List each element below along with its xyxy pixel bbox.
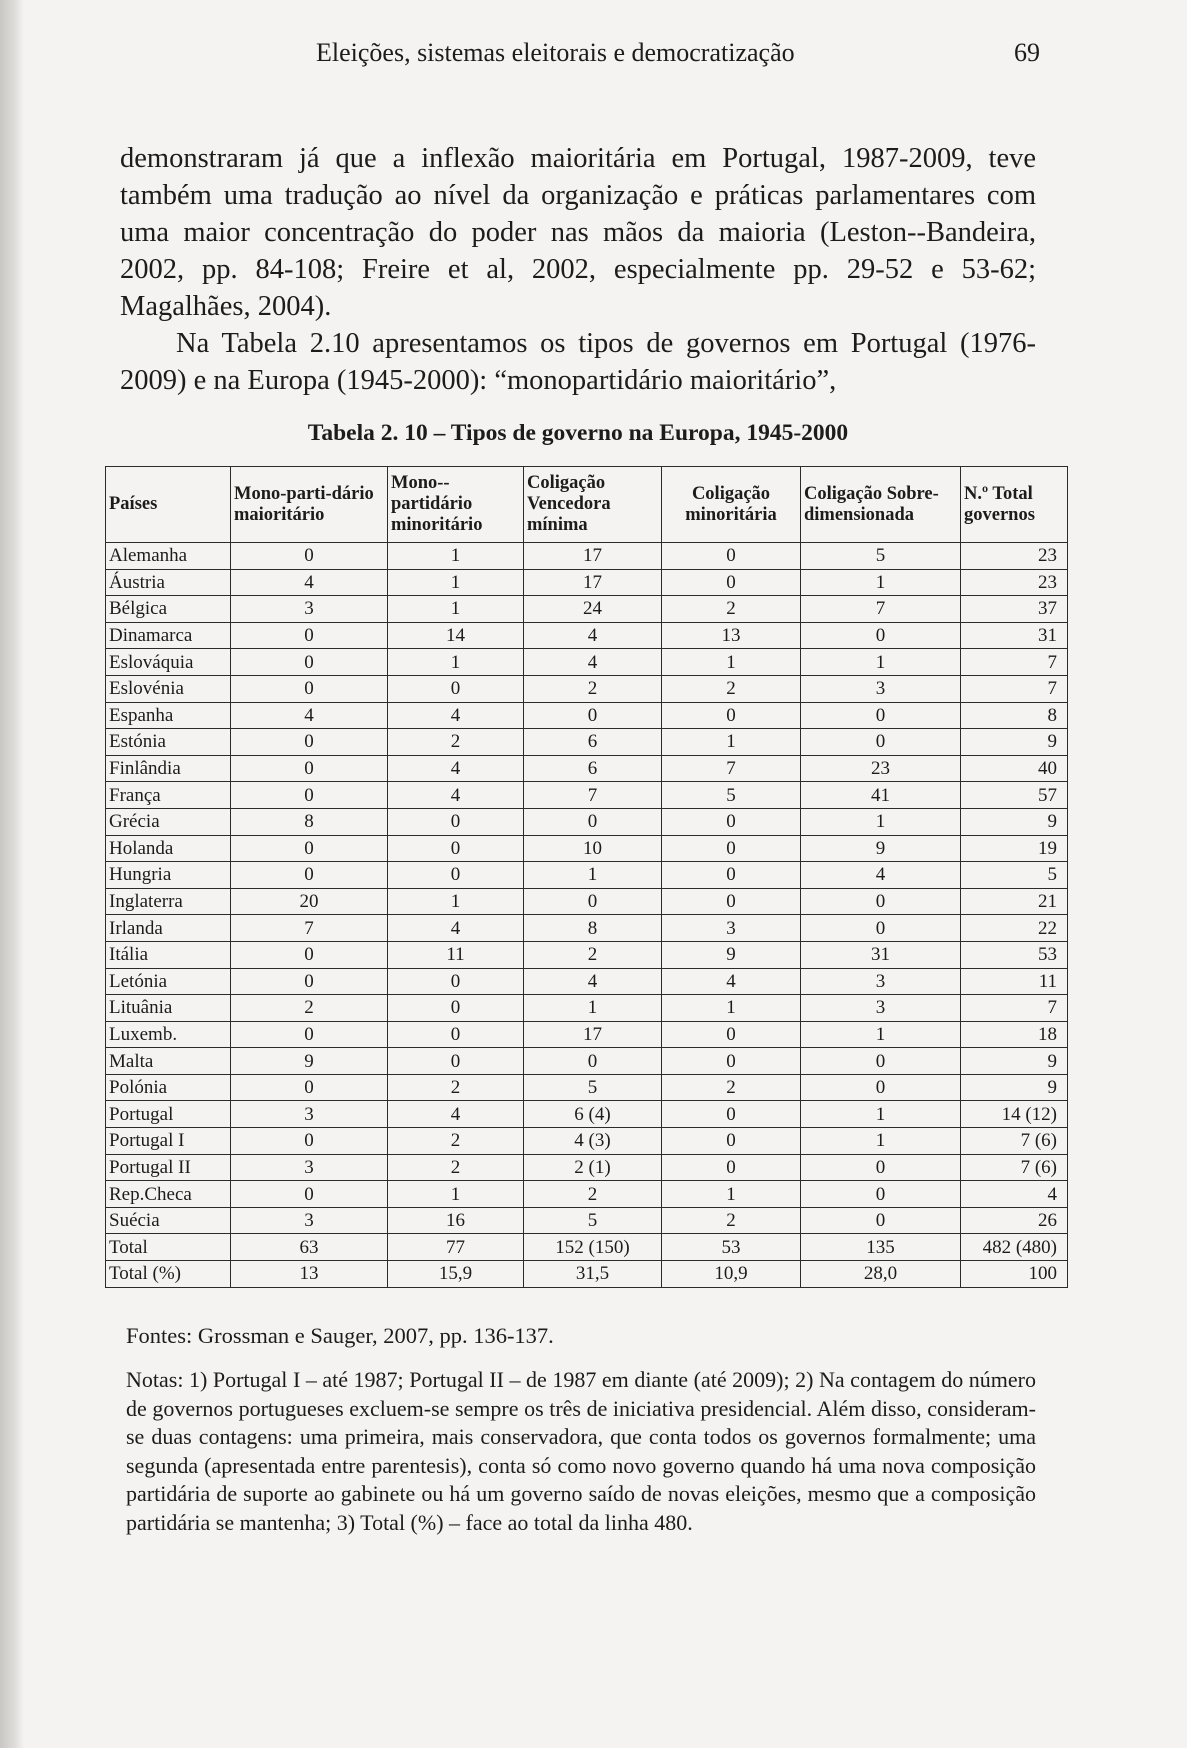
monoparty-majority-cell: 4 bbox=[231, 569, 388, 596]
country-cell: Espanha bbox=[106, 702, 231, 729]
minimal-winning-coalition-cell: 4 (3) bbox=[524, 1128, 662, 1155]
minority-coalition-cell: 0 bbox=[662, 543, 801, 570]
country-cell: Eslovénia bbox=[106, 675, 231, 702]
minimal-winning-coalition-cell: 10 bbox=[524, 835, 662, 862]
oversized-coalition-cell: 3 bbox=[801, 968, 961, 995]
monoparty-majority-cell: 63 bbox=[231, 1234, 388, 1261]
total-governments-cell: 37 bbox=[961, 596, 1068, 623]
minority-coalition-cell: 0 bbox=[662, 702, 801, 729]
monoparty-minority-cell: 4 bbox=[388, 702, 524, 729]
monoparty-minority-cell: 2 bbox=[388, 729, 524, 756]
oversized-coalition-cell: 1 bbox=[801, 808, 961, 835]
table-row bbox=[106, 1128, 1068, 1155]
table-row bbox=[106, 1074, 1068, 1101]
total-governments-cell: 11 bbox=[961, 968, 1068, 995]
total-governments-cell: 23 bbox=[961, 543, 1068, 570]
country-cell: Polónia bbox=[106, 1074, 231, 1101]
table-row bbox=[106, 1101, 1068, 1128]
oversized-coalition-cell: 1 bbox=[801, 1101, 961, 1128]
minority-coalition-cell: 13 bbox=[662, 622, 801, 649]
table-header-row bbox=[106, 467, 1068, 543]
minimal-winning-coalition-cell: 6 bbox=[524, 755, 662, 782]
table-row bbox=[106, 968, 1068, 995]
table-row bbox=[106, 1181, 1068, 1208]
country-cell: Portugal I bbox=[106, 1128, 231, 1155]
minority-coalition-cell: 10,9 bbox=[662, 1261, 801, 1288]
oversized-coalition-cell: 0 bbox=[801, 729, 961, 756]
country-cell: Inglaterra bbox=[106, 888, 231, 915]
total-governments-cell: 57 bbox=[961, 782, 1068, 809]
total-governments-cell: 14 (12) bbox=[961, 1101, 1068, 1128]
table-row bbox=[106, 675, 1068, 702]
country-cell: Irlanda bbox=[106, 915, 231, 942]
minority-coalition-cell: 0 bbox=[662, 835, 801, 862]
oversized-coalition-cell: 0 bbox=[801, 1074, 961, 1101]
country-cell: Finlândia bbox=[106, 755, 231, 782]
country-cell: França bbox=[106, 782, 231, 809]
total-governments-cell: 26 bbox=[961, 1207, 1068, 1234]
minimal-winning-coalition-cell: 1 bbox=[524, 995, 662, 1022]
minimal-winning-coalition-cell: 2 bbox=[524, 675, 662, 702]
country-cell: Luxemb. bbox=[106, 1021, 231, 1048]
minimal-winning-coalition-cell: 0 bbox=[524, 808, 662, 835]
minority-coalition-cell: 9 bbox=[662, 941, 801, 968]
column-header: Coligação Sobre-dimensionada bbox=[801, 467, 961, 543]
table-row bbox=[106, 622, 1068, 649]
minimal-winning-coalition-cell: 0 bbox=[524, 888, 662, 915]
minority-coalition-cell: 1 bbox=[662, 995, 801, 1022]
monoparty-majority-cell: 0 bbox=[231, 649, 388, 676]
total-governments-cell: 7 (6) bbox=[961, 1128, 1068, 1155]
country-cell: Eslováquia bbox=[106, 649, 231, 676]
government-types-table bbox=[105, 466, 1068, 1288]
monoparty-minority-cell: 15,9 bbox=[388, 1261, 524, 1288]
monoparty-minority-cell: 0 bbox=[388, 862, 524, 889]
table-row bbox=[106, 702, 1068, 729]
country-cell: Portugal II bbox=[106, 1154, 231, 1181]
total-governments-cell: 7 (6) bbox=[961, 1154, 1068, 1181]
total-governments-cell: 9 bbox=[961, 808, 1068, 835]
table-row bbox=[106, 1207, 1068, 1234]
oversized-coalition-cell: 0 bbox=[801, 1181, 961, 1208]
minority-coalition-cell: 53 bbox=[662, 1234, 801, 1261]
total-governments-cell: 21 bbox=[961, 888, 1068, 915]
page-number: 69 bbox=[1014, 38, 1040, 67]
monoparty-minority-cell: 14 bbox=[388, 622, 524, 649]
oversized-coalition-cell: 3 bbox=[801, 675, 961, 702]
oversized-coalition-cell: 41 bbox=[801, 782, 961, 809]
minimal-winning-coalition-cell: 5 bbox=[524, 1074, 662, 1101]
monoparty-majority-cell: 3 bbox=[231, 1154, 388, 1181]
minority-coalition-cell: 3 bbox=[662, 915, 801, 942]
total-governments-cell: 22 bbox=[961, 915, 1068, 942]
country-cell: Letónia bbox=[106, 968, 231, 995]
table-sources: Fontes: Grossman e Sauger, 2007, pp. 136-137. bbox=[126, 1323, 554, 1348]
total-governments-cell: 9 bbox=[961, 1048, 1068, 1075]
paragraph-2: Na Tabela 2.10 apresentamos os tipos de governos em Portugal (1976-2009) e na Europa (1945-2000): “monopartidário maioritário”, bbox=[120, 328, 1036, 396]
monoparty-minority-cell: 11 bbox=[388, 941, 524, 968]
monoparty-minority-cell: 2 bbox=[388, 1074, 524, 1101]
monoparty-minority-cell: 0 bbox=[388, 1021, 524, 1048]
minority-coalition-cell: 0 bbox=[662, 1048, 801, 1075]
total-governments-cell: 7 bbox=[961, 995, 1068, 1022]
monoparty-majority-cell: 0 bbox=[231, 675, 388, 702]
table-row bbox=[106, 782, 1068, 809]
table-row bbox=[106, 649, 1068, 676]
total-governments-cell: 23 bbox=[961, 569, 1068, 596]
monoparty-minority-cell: 16 bbox=[388, 1207, 524, 1234]
total-governments-cell: 482 (480) bbox=[961, 1234, 1068, 1261]
total-governments-cell: 53 bbox=[961, 941, 1068, 968]
minimal-winning-coalition-cell: 152 (150) bbox=[524, 1234, 662, 1261]
minimal-winning-coalition-cell: 4 bbox=[524, 968, 662, 995]
minimal-winning-coalition-cell: 2 bbox=[524, 941, 662, 968]
country-cell: Itália bbox=[106, 941, 231, 968]
table-row bbox=[106, 755, 1068, 782]
total-governments-cell: 8 bbox=[961, 702, 1068, 729]
table-row bbox=[106, 835, 1068, 862]
oversized-coalition-cell: 1 bbox=[801, 1128, 961, 1155]
oversized-coalition-cell: 1 bbox=[801, 649, 961, 676]
minimal-winning-coalition-cell: 0 bbox=[524, 1048, 662, 1075]
oversized-coalition-cell: 0 bbox=[801, 888, 961, 915]
monoparty-majority-cell: 0 bbox=[231, 729, 388, 756]
monoparty-majority-cell: 0 bbox=[231, 1181, 388, 1208]
minority-coalition-cell: 1 bbox=[662, 1181, 801, 1208]
monoparty-minority-cell: 2 bbox=[388, 1154, 524, 1181]
monoparty-majority-cell: 4 bbox=[231, 702, 388, 729]
oversized-coalition-cell: 31 bbox=[801, 941, 961, 968]
monoparty-minority-cell: 4 bbox=[388, 755, 524, 782]
monoparty-majority-cell: 0 bbox=[231, 835, 388, 862]
country-cell: Suécia bbox=[106, 1207, 231, 1234]
monoparty-minority-cell: 0 bbox=[388, 995, 524, 1022]
monoparty-majority-cell: 7 bbox=[231, 915, 388, 942]
total-governments-cell: 7 bbox=[961, 649, 1068, 676]
table-row bbox=[106, 915, 1068, 942]
country-cell: Lituânia bbox=[106, 995, 231, 1022]
monoparty-majority-cell: 9 bbox=[231, 1048, 388, 1075]
monoparty-minority-cell: 1 bbox=[388, 1181, 524, 1208]
table-row bbox=[106, 862, 1068, 889]
table-row bbox=[106, 941, 1068, 968]
monoparty-minority-cell: 1 bbox=[388, 649, 524, 676]
minority-coalition-cell: 2 bbox=[662, 675, 801, 702]
minority-coalition-cell: 4 bbox=[662, 968, 801, 995]
column-header: Mono--partidário minoritário bbox=[388, 467, 524, 543]
monoparty-minority-cell: 1 bbox=[388, 888, 524, 915]
country-cell: Alemanha bbox=[106, 543, 231, 570]
oversized-coalition-cell: 0 bbox=[801, 1048, 961, 1075]
table-row bbox=[106, 729, 1068, 756]
minority-coalition-cell: 2 bbox=[662, 596, 801, 623]
monoparty-minority-cell: 0 bbox=[388, 1048, 524, 1075]
minimal-winning-coalition-cell: 6 (4) bbox=[524, 1101, 662, 1128]
minimal-winning-coalition-cell: 31,5 bbox=[524, 1261, 662, 1288]
country-cell: Holanda bbox=[106, 835, 231, 862]
column-header: N.º Total governos bbox=[961, 467, 1068, 543]
total-governments-cell: 100 bbox=[961, 1261, 1068, 1288]
total-governments-cell: 19 bbox=[961, 835, 1068, 862]
minimal-winning-coalition-cell: 17 bbox=[524, 569, 662, 596]
minority-coalition-cell: 0 bbox=[662, 888, 801, 915]
column-header: Países bbox=[106, 467, 231, 543]
minority-coalition-cell: 5 bbox=[662, 782, 801, 809]
monoparty-minority-cell: 77 bbox=[388, 1234, 524, 1261]
oversized-coalition-cell: 135 bbox=[801, 1234, 961, 1261]
minority-coalition-cell: 0 bbox=[662, 808, 801, 835]
oversized-coalition-cell: 5 bbox=[801, 543, 961, 570]
minimal-winning-coalition-cell: 17 bbox=[524, 543, 662, 570]
monoparty-majority-cell: 0 bbox=[231, 1128, 388, 1155]
table-row bbox=[106, 596, 1068, 623]
country-cell: Total bbox=[106, 1234, 231, 1261]
monoparty-minority-cell: 0 bbox=[388, 675, 524, 702]
total-governments-cell: 7 bbox=[961, 675, 1068, 702]
minimal-winning-coalition-cell: 17 bbox=[524, 1021, 662, 1048]
total-governments-cell: 9 bbox=[961, 1074, 1068, 1101]
total-governments-cell: 5 bbox=[961, 862, 1068, 889]
country-cell: Malta bbox=[106, 1048, 231, 1075]
minority-coalition-cell: 7 bbox=[662, 755, 801, 782]
oversized-coalition-cell: 28,0 bbox=[801, 1261, 961, 1288]
monoparty-majority-cell: 0 bbox=[231, 1021, 388, 1048]
oversized-coalition-cell: 1 bbox=[801, 1021, 961, 1048]
minimal-winning-coalition-cell: 5 bbox=[524, 1207, 662, 1234]
monoparty-majority-cell: 0 bbox=[231, 782, 388, 809]
total-governments-cell: 31 bbox=[961, 622, 1068, 649]
table-notes: Notas: 1) Portugal I – até 1987; Portugal II – de 1987 em diante (até 2009); 2) Na contagem do número de governos portugueses excluem-se sempre os três de iniciativa presidencial. Além disso, consideram-se duas contagens: uma primeira, mais conservadora, que conta todos os governos formalmente; uma segunda (apresentada entre parentesis), conta só como novo governo quando há uma nova composição partidária de suporte ao gabinete ou há um governo saído de novas eleições, mesmo que a composição partidária se mantenha; 3) Total (%) – face ao total da linha 480. bbox=[126, 1367, 1036, 1535]
minority-coalition-cell: 2 bbox=[662, 1074, 801, 1101]
monoparty-majority-cell: 3 bbox=[231, 1101, 388, 1128]
monoparty-majority-cell: 20 bbox=[231, 888, 388, 915]
oversized-coalition-cell: 0 bbox=[801, 1154, 961, 1181]
table-row bbox=[106, 1261, 1068, 1288]
minimal-winning-coalition-cell: 1 bbox=[524, 862, 662, 889]
minimal-winning-coalition-cell: 2 bbox=[524, 1181, 662, 1208]
monoparty-minority-cell: 0 bbox=[388, 968, 524, 995]
monoparty-minority-cell: 0 bbox=[388, 808, 524, 835]
total-governments-cell: 9 bbox=[961, 729, 1068, 756]
monoparty-minority-cell: 4 bbox=[388, 782, 524, 809]
monoparty-majority-cell: 2 bbox=[231, 995, 388, 1022]
table-row bbox=[106, 1154, 1068, 1181]
oversized-coalition-cell: 0 bbox=[801, 622, 961, 649]
oversized-coalition-cell: 0 bbox=[801, 915, 961, 942]
oversized-coalition-cell: 23 bbox=[801, 755, 961, 782]
total-governments-cell: 18 bbox=[961, 1021, 1068, 1048]
total-governments-cell: 4 bbox=[961, 1181, 1068, 1208]
column-header: Coligação Vencedora mínima bbox=[524, 467, 662, 543]
minimal-winning-coalition-cell: 4 bbox=[524, 649, 662, 676]
monoparty-majority-cell: 3 bbox=[231, 596, 388, 623]
monoparty-minority-cell: 1 bbox=[388, 569, 524, 596]
monoparty-minority-cell: 1 bbox=[388, 543, 524, 570]
oversized-coalition-cell: 9 bbox=[801, 835, 961, 862]
table-row bbox=[106, 569, 1068, 596]
minority-coalition-cell: 1 bbox=[662, 649, 801, 676]
monoparty-minority-cell: 0 bbox=[388, 835, 524, 862]
minority-coalition-cell: 0 bbox=[662, 1101, 801, 1128]
table-row bbox=[106, 808, 1068, 835]
oversized-coalition-cell: 7 bbox=[801, 596, 961, 623]
book-spine-shadow bbox=[0, 0, 24, 1748]
minority-coalition-cell: 0 bbox=[662, 1021, 801, 1048]
paragraph-1: demonstraram já que a inflexão maioritária em Portugal, 1987-2009, teve também uma tradução ao nível da organização e práticas parlamentares com uma maior concentração do poder nas mãos da maioria (Leston--Bandeira, 2002, pp. 84-108; Freire et al, 2002, especialmente pp. 29-52 e 53-62; Magalhães, 2004). bbox=[120, 143, 1036, 322]
country-cell: Estónia bbox=[106, 729, 231, 756]
table-caption: Tabela 2. 10 – Tipos de governo na Europa, 1945-2000 bbox=[307, 420, 849, 446]
monoparty-majority-cell: 0 bbox=[231, 941, 388, 968]
running-header bbox=[120, 38, 1040, 78]
total-governments-cell: 40 bbox=[961, 755, 1068, 782]
monoparty-majority-cell: 0 bbox=[231, 543, 388, 570]
body-text bbox=[120, 140, 1036, 399]
oversized-coalition-cell: 0 bbox=[801, 702, 961, 729]
monoparty-minority-cell: 2 bbox=[388, 1128, 524, 1155]
monoparty-majority-cell: 0 bbox=[231, 1074, 388, 1101]
minority-coalition-cell: 0 bbox=[662, 569, 801, 596]
table-row bbox=[106, 1048, 1068, 1075]
minimal-winning-coalition-cell: 4 bbox=[524, 622, 662, 649]
monoparty-majority-cell: 3 bbox=[231, 1207, 388, 1234]
monoparty-majority-cell: 0 bbox=[231, 622, 388, 649]
minimal-winning-coalition-cell: 7 bbox=[524, 782, 662, 809]
country-cell: Dinamarca bbox=[106, 622, 231, 649]
country-cell: Hungria bbox=[106, 862, 231, 889]
running-title: Eleições, sistemas eleitorais e democratização bbox=[316, 38, 795, 67]
minimal-winning-coalition-cell: 8 bbox=[524, 915, 662, 942]
monoparty-majority-cell: 13 bbox=[231, 1261, 388, 1288]
country-cell: Portugal bbox=[106, 1101, 231, 1128]
monoparty-minority-cell: 4 bbox=[388, 915, 524, 942]
minority-coalition-cell: 0 bbox=[662, 1128, 801, 1155]
monoparty-majority-cell: 8 bbox=[231, 808, 388, 835]
table-row bbox=[106, 995, 1068, 1022]
column-header: Mono-parti-dário maioritário bbox=[231, 467, 388, 543]
table-row bbox=[106, 543, 1068, 570]
minority-coalition-cell: 0 bbox=[662, 1154, 801, 1181]
table-row bbox=[106, 888, 1068, 915]
minimal-winning-coalition-cell: 6 bbox=[524, 729, 662, 756]
table-row bbox=[106, 1021, 1068, 1048]
column-header: Coligação minoritária bbox=[662, 467, 801, 543]
oversized-coalition-cell: 1 bbox=[801, 569, 961, 596]
country-cell: Áustria bbox=[106, 569, 231, 596]
table-body bbox=[106, 543, 1068, 1288]
country-cell: Bélgica bbox=[106, 596, 231, 623]
monoparty-majority-cell: 0 bbox=[231, 755, 388, 782]
country-cell: Total (%) bbox=[106, 1261, 231, 1288]
minimal-winning-coalition-cell: 24 bbox=[524, 596, 662, 623]
minimal-winning-coalition-cell: 2 (1) bbox=[524, 1154, 662, 1181]
monoparty-majority-cell: 0 bbox=[231, 968, 388, 995]
country-cell: Grécia bbox=[106, 808, 231, 835]
table-row bbox=[106, 1234, 1068, 1261]
monoparty-majority-cell: 0 bbox=[231, 862, 388, 889]
minority-coalition-cell: 0 bbox=[662, 862, 801, 889]
oversized-coalition-cell: 0 bbox=[801, 1207, 961, 1234]
oversized-coalition-cell: 4 bbox=[801, 862, 961, 889]
country-cell: Rep.Checa bbox=[106, 1181, 231, 1208]
oversized-coalition-cell: 3 bbox=[801, 995, 961, 1022]
minimal-winning-coalition-cell: 0 bbox=[524, 702, 662, 729]
minority-coalition-cell: 2 bbox=[662, 1207, 801, 1234]
monoparty-minority-cell: 1 bbox=[388, 596, 524, 623]
monoparty-minority-cell: 4 bbox=[388, 1101, 524, 1128]
minority-coalition-cell: 1 bbox=[662, 729, 801, 756]
